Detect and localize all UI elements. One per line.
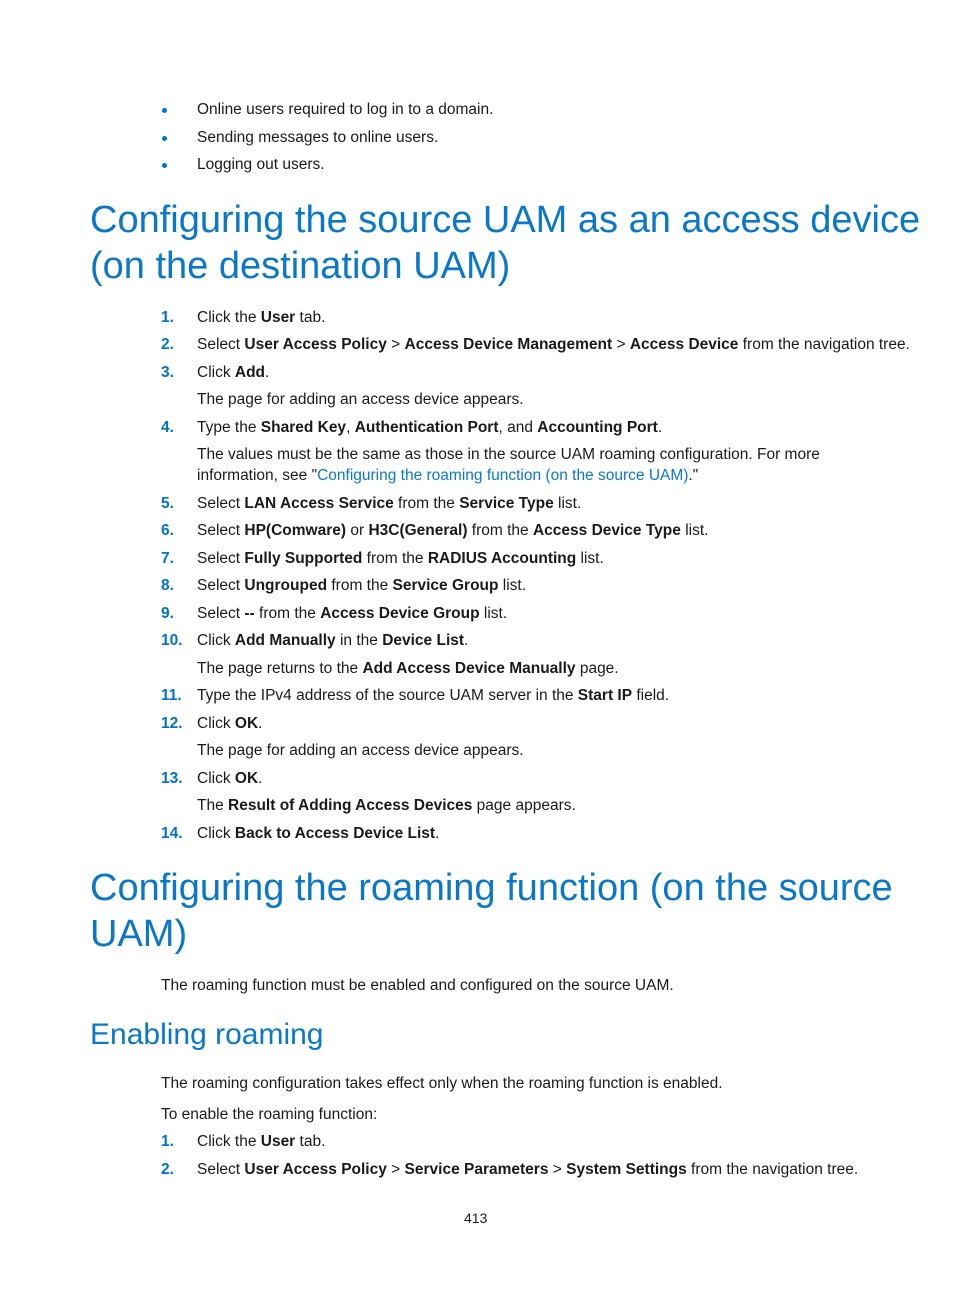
section-intro: The roaming function must be enabled and configured on the source UAM. (161, 977, 674, 994)
section-heading: UAM) (90, 913, 188, 955)
step-text: Select -- from the Access Device Group list. (197, 605, 508, 622)
step-text: Click Add Manually in the Device List. (197, 632, 469, 649)
step-text: Click the User tab. (197, 309, 326, 326)
step-number: 7. (161, 550, 174, 567)
step-number: 13. (161, 770, 183, 787)
bullet-icon (162, 163, 167, 168)
step-text: Select User Access Policy > Service Parameters > System Settings from the navigation tree. (197, 1161, 859, 1178)
section-heading: (on the destination UAM) (90, 245, 511, 287)
step-text: Click OK. (197, 770, 263, 787)
bullet-item: Sending messages to online users. (197, 129, 439, 146)
step-number: 1. (161, 1133, 174, 1150)
step-text: Select HP(Comware) or H3C(General) from the Access Device Type list. (197, 522, 709, 539)
bullet-icon (162, 108, 167, 113)
step-note: information, see "Configuring the roaming function (on the source UAM)." (197, 467, 699, 484)
cross-reference-link[interactable]: Configuring the roaming function (on the source UAM) (317, 467, 689, 484)
step-text: Click the User tab. (197, 1133, 326, 1150)
bullet-item: Logging out users. (197, 156, 325, 173)
step-text: Type the Shared Key, Authentication Port, and Accounting Port. (197, 419, 663, 436)
section-heading: Configuring the source UAM as an access device (90, 199, 921, 241)
step-number: 10. (161, 632, 183, 649)
step-text: Select Ungrouped from the Service Group list. (197, 577, 527, 594)
step-note: The page returns to the Add Access Device Manually page. (197, 660, 619, 677)
subsection-heading: Enabling roaming (90, 1018, 324, 1051)
step-number: 12. (161, 715, 183, 732)
step-number: 8. (161, 577, 174, 594)
step-number: 2. (161, 1161, 174, 1178)
step-number: 1. (161, 309, 174, 326)
section-heading: Configuring the roaming function (on the source (90, 867, 893, 909)
step-number: 5. (161, 495, 174, 512)
step-number: 2. (161, 336, 174, 353)
step-text: Select LAN Access Service from the Service Type list. (197, 495, 582, 512)
step-note: The Result of Adding Access Devices page appears. (197, 797, 576, 814)
step-text: Click Back to Access Device List. (197, 825, 440, 842)
paragraph: To enable the roaming function: (161, 1106, 378, 1123)
step-text: Click Add. (197, 364, 270, 381)
step-text: Select Fully Supported from the RADIUS Accounting list. (197, 550, 604, 567)
page-number: 413 (464, 1210, 488, 1226)
step-number: 4. (161, 419, 174, 436)
step-text: Click OK. (197, 715, 263, 732)
step-number: 11. (161, 687, 182, 704)
step-number: 9. (161, 605, 174, 622)
step-number: 3. (161, 364, 174, 381)
step-number: 6. (161, 522, 174, 539)
step-number: 14. (161, 825, 183, 842)
step-note: The values must be the same as those in the source UAM roaming configuration. For more (197, 446, 820, 463)
step-note: The page for adding an access device appears. (197, 742, 524, 759)
step-text: Select User Access Policy > Access Device Management > Access Device from the navigation tree. (197, 336, 910, 353)
bullet-icon (162, 136, 167, 141)
bullet-item: Online users required to log in to a domain. (197, 101, 494, 118)
step-note: The page for adding an access device appears. (197, 391, 524, 408)
step-text: Type the IPv4 address of the source UAM server in the Start IP field. (197, 687, 670, 704)
paragraph: The roaming configuration takes effect only when the roaming function is enabled. (161, 1075, 723, 1092)
